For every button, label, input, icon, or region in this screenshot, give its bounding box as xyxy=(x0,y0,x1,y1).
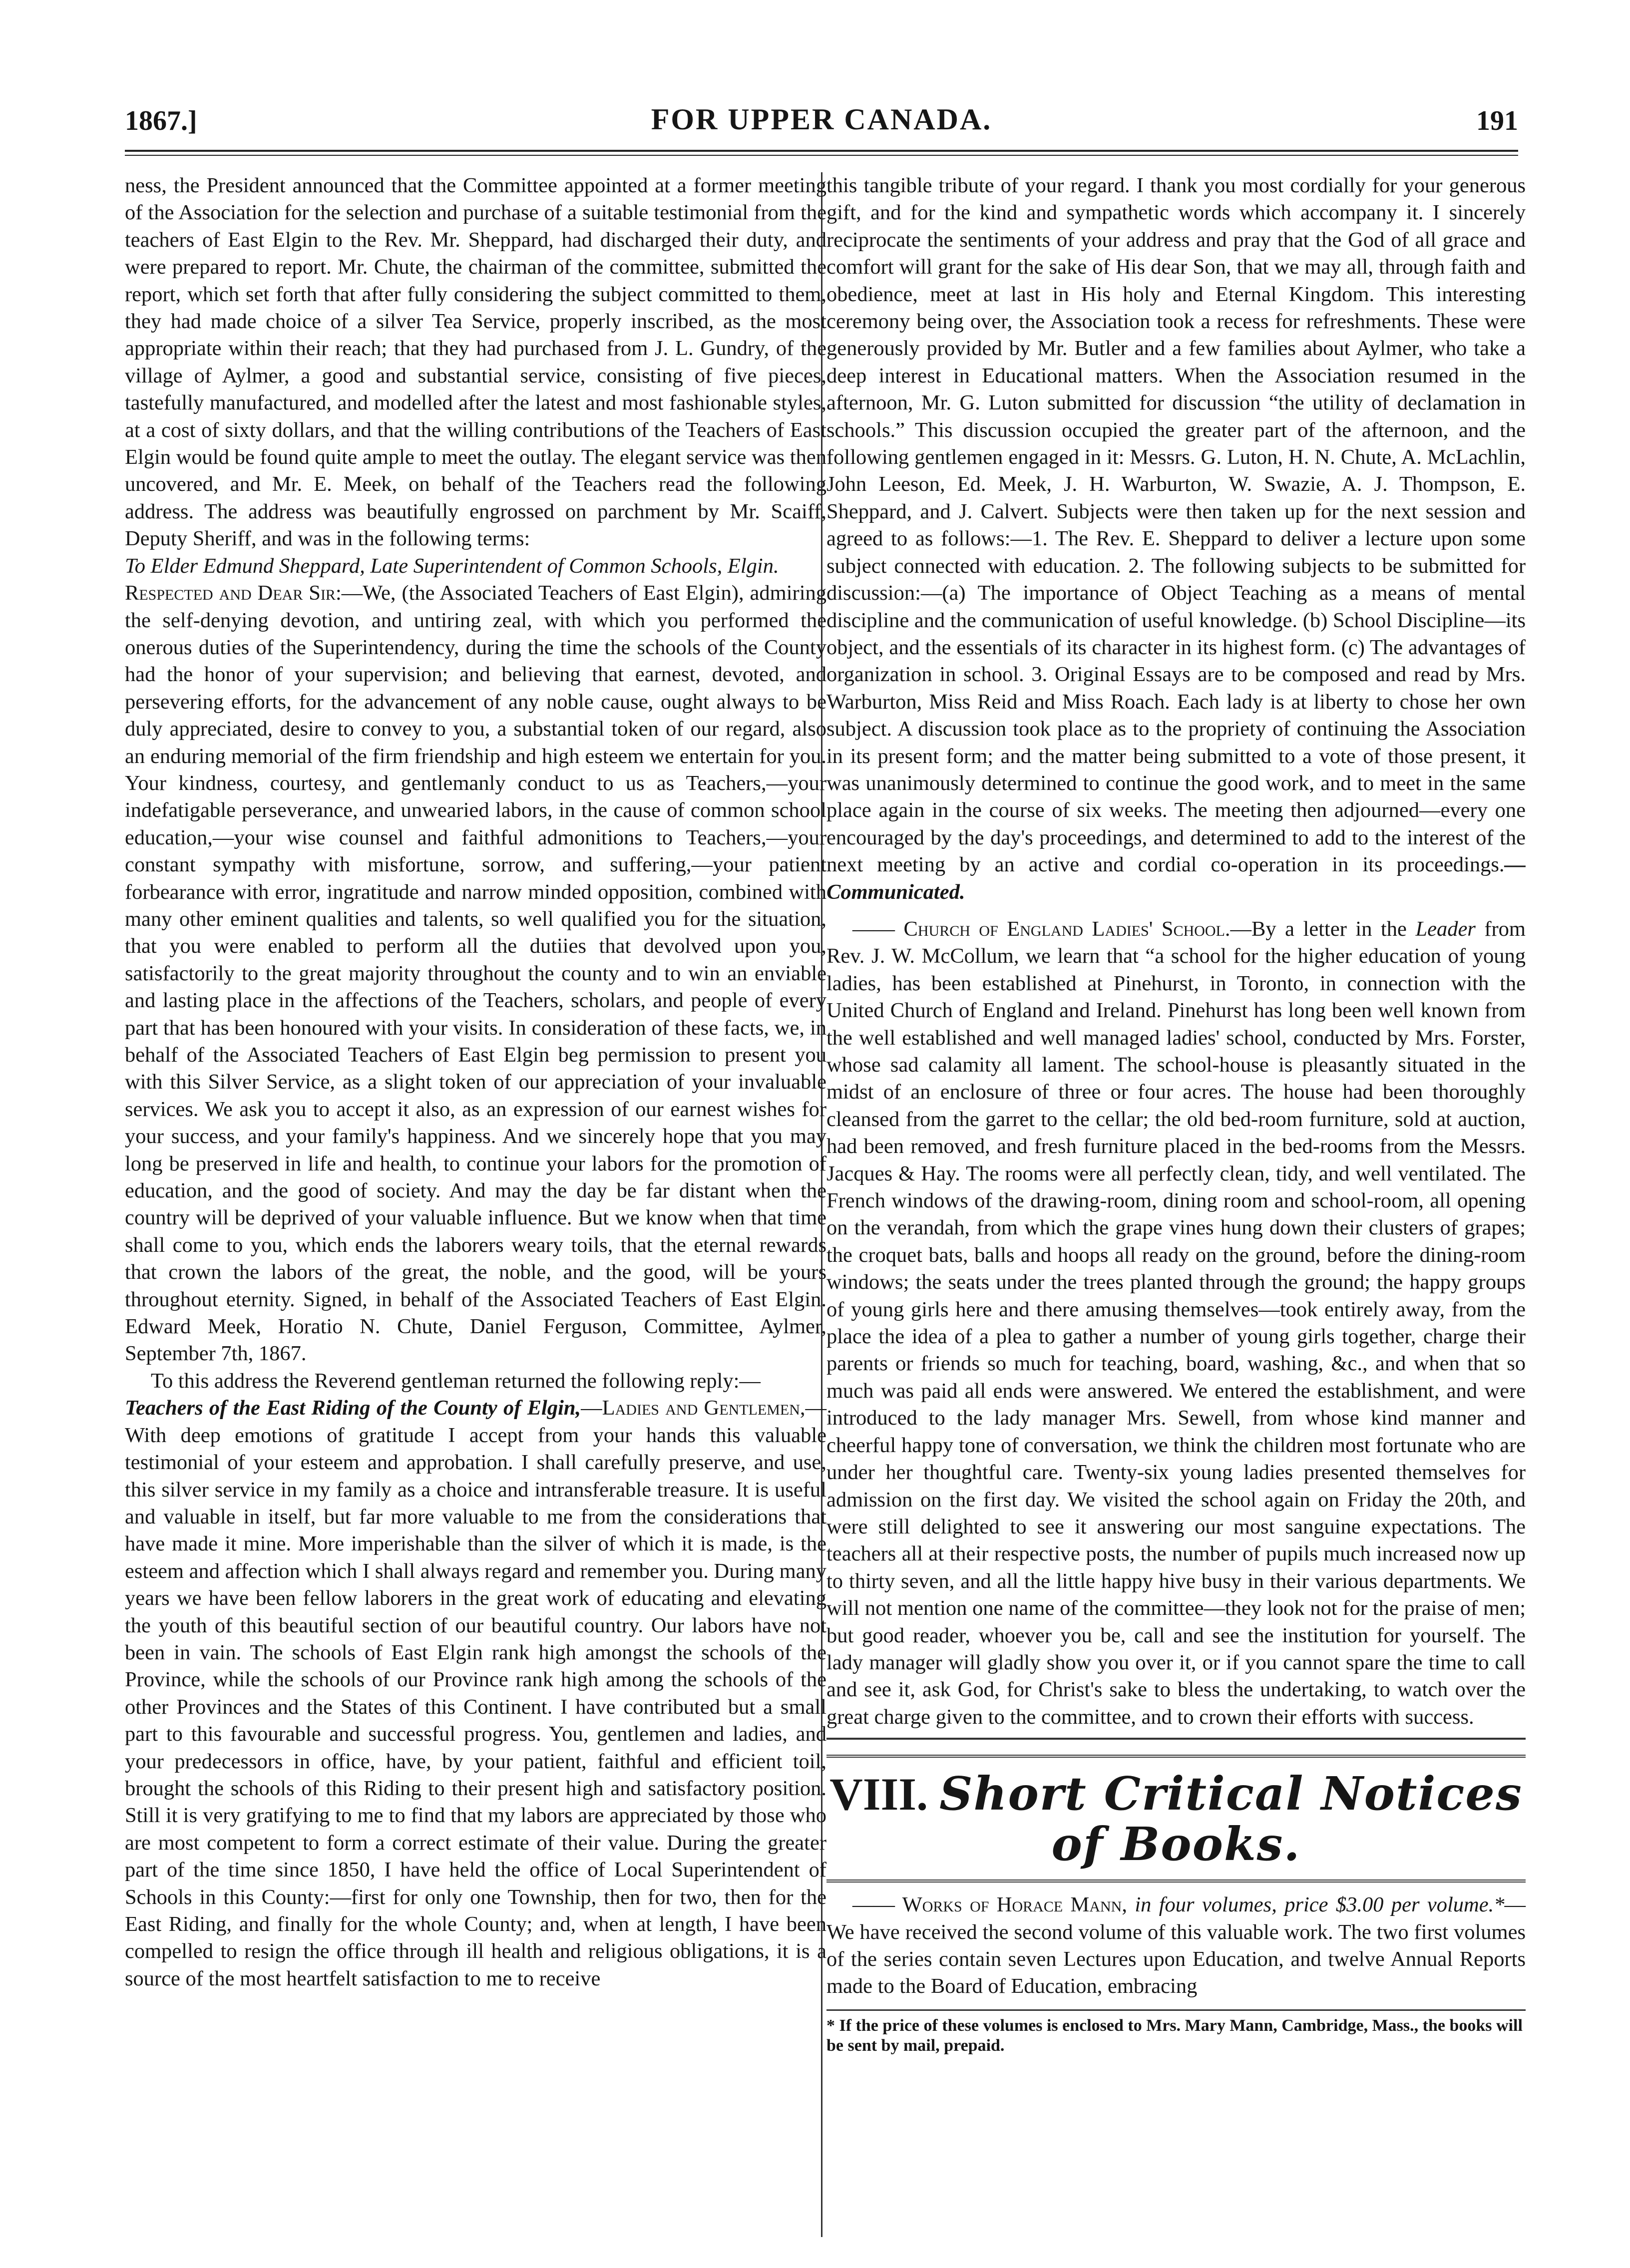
section-numeral: VIII. xyxy=(829,1769,928,1820)
reply-text: —With deep emotions of gratitude I accept from your hands this valuable testimonial of your esteem and approbation. I shall carefully preserve, and use, this silver service in my family as a choice and intransferable treasure. It is useful and valuable in itself, but far more valuable to me from the considerations that have made it mine. More imperishable than the silver of which it is made, is the esteem and affection which I shall always regard and remember you. During many years we have been fellow laborers in the great work of educating and elevating the youth of this beautiful section of our beautiful country. Our labors have not been in vain. The schools of East Elgin rank high amongst the schools of the Province, while the schools of our Province rank high among the schools of the other Provinces and the States of this Continent. I have contributed but a small part to this favourable and successful progress. You, gentlemen and ladies, and your predecessors in office, have, by your patient, faithful and efficient toil, brought the schools of this Riding to their present high and satisfactory position. Still it is very gratifying to me to find that my labors are appreciated by those who are most competent to form a correct estimate of their value. During the greater part of the time since 1850, I have held the office of Local Superintendent of Schools in this County:—first for only one Township, then for two, then for the East Riding, and finally for the whole County; and, when at length, I have been compelled to resign the office through ill health and religious obligations, it is a source of the most heartfelt satisfaction to me to receive xyxy=(125,1396,826,1990)
left-column xyxy=(125,172,826,2237)
right-column xyxy=(826,172,1526,2237)
reply-continued xyxy=(826,172,1526,906)
section-end-rule xyxy=(826,1738,1526,1740)
church-school-text-a: —By a letter in the xyxy=(1230,917,1416,941)
leader-newspaper: Leader xyxy=(1415,917,1476,941)
reply-continued-text: this tangible tribute of your regard. I thank you most cordially for your generous gift, and for the kind and sympathetic words which accompany it. I sincerely reciprocate the sentiments of your address and pray that the God of all grace and comfort will grant for the sake of His dear Son, that we may all, through faith and obedience, meet at last in His holy and Eternal Kingdom. This interesting ceremony being over, the Association took a recess for refreshments. These were generously provided by Mr. Butler and a few families about Aylmer, who take a deep interest in Educational matters. When the Association resumed in the afternoon, Mr. G. Luton submitted for discussion “the utility of declamation in schools.” This discussion occupied the greater part of the afternoon, and the following gentlemen engaged in it: Messrs. G. Luton, H. N. Chute, A. McLachlin, John Leeson, Ed. Meek, J. H. Warburton, W. Swazie, A. J. Thompson, E. Sheppard, and J. Calvert. Subjects were then taken up for the next session and agreed to as follows:—1. The Rev. E. Sheppard to deliver a lecture upon some subject connected with education. 2. The following subjects to be submitted for discussion:—(a) The importance of Object Teaching as a means of mental discipline and the communication of useful knowledge. (b) School Discipline—its object, and the essentials of its character in its highest form. (c) The advantages of organization in school. 3. Original Essays are to be composed and read by Mrs. Warburton, Miss Reid and Miss Roach. Each lady is at liberty to chose her own subject. A discussion took place as to the propriety of continuing the Association in its present form; and the matter being submitted to a vote of those present, it was unanimously determined to continue the good work, and to meet in the same place again in the course of six weeks. The meeting then adjourned—every one encouraged by the day's proceedings, and determined to add to the interest of the next meeting by an active and cordial co-operation in its proceedings. xyxy=(826,174,1526,877)
page-number: 191 xyxy=(1476,105,1518,136)
article-paragraph: ness, the President announced that the Committee appointed at a former meeting of the Association for the selection and purchase of a suitable testimonial from the teachers of East Elgin to the Rev. Mr. Sheppard, had discharged their duty, and were prepared to report. Mr. Chute, the chairman of the committee, submitted the report, which set forth that after fully considering the subject committed to them, they had made choice of a silver Tea Service, properly inscribed, as the most appropriate within their reach; that they had purchased from J. L. Gundry, of the village of Aylmer, a good and substantial service, consisting of five pieces, tastefully manufactured, and modelled after the latest and most fashionable styles, at a cost of sixty dollars, and that the willing contributions of the Teachers of East Elgin would be found quite ample to meet the outlay. The elegant service was then uncovered, and Mr. E. Meek, on behalf of the Teachers read the following address. The address was beautifully engrossed on parchment by Mr. Scaiff, Deputy Sheriff, and was in the following terms: xyxy=(125,174,826,551)
address-text: —We, (the Associated Teachers of East Elgin), admiring the self-denying devotion, and untiring zeal, with which you performed the onerous duties of the Superintendency, during the time the schools of the County had the honor of your supervision; and believing that earnest, devoted, and persevering efforts, for the advancement of any noble cause, ought always to be duly appreciated, desire to convey to you, a substantial token of our regard, also an enduring memorial of the firm friendship and high esteem we entertain for you. Your kindness, courtesy, and gentlemanly conduct to us as Teachers,—your indefatigable perseverance, and unwearied labors, in the cause of common school education,—your wise counsel and faithful admonitions to Teachers,—your constant sympathy with misfortune, sorrow, and suffering,—your patient forbearance with error, ingratitude and narrow minded opposition, combined with many other eminent qualities and talents, so well qualified you for the situation, that you were enabled to perform all the dutiies that devolved upon you, satisfactorily to the great majority throughout the county and to win an enviable and lasting place in the affections of the Teachers, scholars, and people of every part that has been honoured with your visits. In consideration of these facts, we, in behalf of the Associated Teachers of East Elgin beg permission to present you with this Silver Service, as a slight token of our appreciation of your invaluable services. We ask you to accept it also, as an expression of our earnest wishes for your success, and your family's happiness. And we sincerely hope that you may long be preserved in life and health, to continue your labors for the promotion of education, and the good of society. And may the day be far distant when the country will be deprived of your valuable influence. But we know when that time shall come to you, which ends the laborers weary toils, that the eternal rewards that crown the labors of the great, the noble, and the good, will be yours throughout eternity. Signed, in behalf of the Associated Teachers of East Elgin. Edward Meek, Horatio N. Chute, Daniel Ferguson, Committee, Aylmer, September 7th, 1867. xyxy=(125,581,826,1366)
church-school-text-b: from Rev. J. W. McCollum, we learn that “a school for the higher education of young ladies, has been established at Pinehurst, in Toronto, in connection with the United Church of England and Ireland. Pinehurst has long been well known from the well established and well managed ladies' school, conducted by Mrs. Forster, whose sad calamity all lament. The school-house is pleasantly situated in the midst of an enclosure of three or four acres. The house had been thoroughly cleansed from the garret to the cellar; the old bed-room furniture, sold at auction, had been removed, and fresh furniture placed in the bed-rooms from the Messrs. Jacques & Hay. The rooms were all perfectly clean, tidy, and well ventilated. The French windows of the drawing-room, dining room and school-room, all opening on the verandah, from which the grape vines hung down their clusters of grapes; the croquet bats, balls and hoops all ready on the ground, before the dining-room windows; the seats under the trees planted through the ground; the happy groups of young girls here and there amusing themselves—took entirely away, from the place the idea of a plea to gather a number of young girls together, charge their parents or friends so much for teaching, board, washing, &c., and when that so much was paid all ends were answered. We entered the establishment, and were introduced to the lady manager Mrs. Sewell, from whose kind manner and cheerful happy tone of conversation, we think the children most fortunate who are under her thoughtful care. Twenty-six young ladies presented themselves for admission on the first day. We visited the school again on Friday the 20th, and were still delighted to see it answering our most sanguine expectations. The teachers all at their respective posts, the number of pupils much increased now up to thirty seven, and all the little happy hive busy in their various departments. We will not mention one name of the committee—they look not for the praise of men; but good reader, whoever you be, call and see the institution for yourself. The lady manager will gladly show you over it, or if you cannot spare the time to call and see it, ask God, for Christ's sake to bless the undertaking, to watch over the great charge given to the committee, and to crown their efforts with success. xyxy=(826,917,1526,1729)
book-notice-text: —We have received the second volume of this valuable work. The two first volumes of the series contain seven Lectures upon Education, and twelve Annual Reports made to the Board of Education, embracing xyxy=(826,1893,1526,1998)
reply-salutation: —Ladies and Gentlemen, xyxy=(581,1396,806,1420)
header-year: 1867.] xyxy=(125,105,197,136)
section-heading xyxy=(826,1755,1526,1883)
book-notice-heading: —— Works of Horace Mann, xyxy=(852,1893,1127,1917)
address-recipient: To Elder Edmund Sheppard, Late Superintendent of Common Schools, Elgin. xyxy=(125,554,779,578)
header-title: FOR UPPER CANADA. xyxy=(651,103,992,136)
running-header xyxy=(125,97,1518,142)
header-rule-thin xyxy=(125,155,1518,156)
book-notice xyxy=(826,1891,1526,2000)
church-school-item xyxy=(826,916,1526,1731)
book-notice-price: in four volumes, price $3.00 per volume.* xyxy=(1127,1893,1505,1917)
header-rule xyxy=(125,150,1518,152)
reply-heading: Teachers of the East Riding of the County of Elgin, xyxy=(125,1396,581,1420)
footnote: * If the price of these volumes is enclosed to Mrs. Mary Mann, Cambridge, Mass., the books will be sent by mail, prepaid. xyxy=(826,2009,1526,2056)
reply-body xyxy=(125,1395,826,1992)
address-heading xyxy=(125,553,826,580)
communicated-credit: —Communicated. xyxy=(826,853,1526,904)
church-school-heading: —— Church of England Ladies' School. xyxy=(852,917,1230,941)
reply-intro: To this address the Reverend gentleman returned the following reply:— xyxy=(151,1369,761,1393)
address-body xyxy=(125,580,826,1368)
section-title: Short Critical Notices of Books. xyxy=(939,1767,1523,1872)
address-salutation: Respected and Dear Sir: xyxy=(125,581,342,605)
